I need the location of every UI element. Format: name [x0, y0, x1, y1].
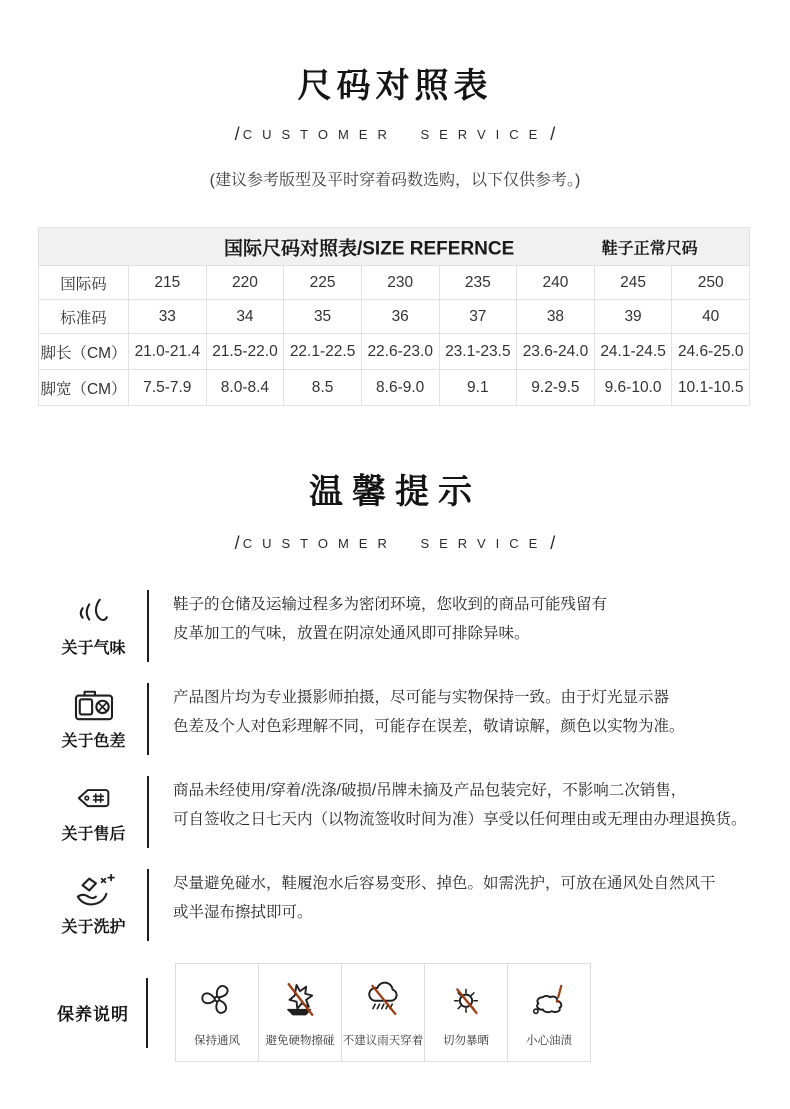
care-section: [40, 963, 591, 1062]
table-cell: 9.6-10.0: [594, 370, 672, 406]
table-row: [39, 300, 750, 334]
table-cell: 8.6-9.0: [361, 370, 439, 406]
care-item-no-rain: [341, 963, 425, 1062]
table-cell: 22.6-23.0: [361, 334, 439, 370]
tip-label: 关于洗护: [61, 919, 126, 936]
table-cell: 37: [439, 300, 517, 334]
tag-icon: [72, 778, 116, 816]
care-icon-boxes: [175, 963, 591, 1062]
tip-left-column: [40, 776, 149, 848]
care-left-column: [40, 978, 148, 1048]
no-rain-icon: [362, 978, 404, 1025]
tips-title: 温馨提示: [309, 473, 481, 511]
slash-decor-right: /: [550, 533, 556, 553]
tip-after-sales: [40, 776, 747, 848]
smell-icon: [72, 592, 116, 630]
table-cell: 38: [517, 300, 595, 334]
table-row: [39, 266, 750, 300]
size-advice-note: (建议参考版型及平时穿着码数选购，以下仅供参考。): [209, 172, 581, 189]
table-cell: 8.0-8.4: [206, 370, 284, 406]
tip-label: 关于气味: [61, 640, 126, 657]
table-cell: 35: [284, 300, 362, 334]
tip-text: [149, 869, 716, 941]
tip-left-column: [40, 590, 149, 662]
tip-label: 关于售后: [61, 826, 126, 843]
tip-text-line: 鞋子的仓储及运输过程多为密闭环境，您收到的商品可能残留有: [173, 596, 608, 613]
tip-text-line: 商品未经使用/穿着/洗涤/破损/吊牌未摘及产品包装完好，不影响二次销售，: [173, 782, 687, 799]
tip-color-difference: [40, 683, 747, 755]
table-cell: 240: [517, 266, 595, 300]
table-row: [39, 334, 750, 370]
no-sun-icon: [445, 978, 487, 1025]
oil-stain-icon: [528, 978, 570, 1025]
table-cell: 36: [361, 300, 439, 334]
slash-decor-right: /: [550, 124, 556, 144]
tip-text: [149, 683, 685, 755]
customer-service-text: CUSTOMER SERVICE: [242, 127, 548, 142]
row-label: 标准码: [39, 300, 129, 334]
slash-decor-left: /: [234, 533, 240, 553]
table-cell: 245: [594, 266, 672, 300]
tip-text: [149, 776, 747, 848]
table-cell: 7.5-7.9: [129, 370, 207, 406]
row-label: 脚长（CM）: [39, 334, 129, 370]
tip-label: 关于色差: [61, 733, 126, 750]
customer-service-subtitle: [0, 124, 790, 145]
table-cell: 39: [594, 300, 672, 334]
tip-text-line: 产品图片均为专业摄影师拍摄，尽可能与实物保持一致。由于灯光显示器: [173, 689, 670, 706]
care-section-label: 保养说明: [57, 1005, 129, 1024]
care-item-no-sun: [424, 963, 508, 1062]
table-cell: 34: [206, 300, 284, 334]
table-cell: 225: [284, 266, 362, 300]
table-cell: 215: [129, 266, 207, 300]
table-cell: 9.2-9.5: [517, 370, 595, 406]
table-cell: 40: [672, 300, 750, 334]
table-cell: 21.5-22.0: [206, 334, 284, 370]
fan-icon: [196, 978, 238, 1025]
table-cell: 24.6-25.0: [672, 334, 750, 370]
row-label: 脚宽（CM）: [39, 370, 129, 406]
tip-left-column: [40, 869, 149, 941]
table-cell: 21.0-21.4: [129, 334, 207, 370]
table-cell: 33: [129, 300, 207, 334]
table-cell: 9.1: [439, 370, 517, 406]
tip-text-line: 皮革加工的气味，放置在阴凉处通风即可排除异味。: [173, 625, 530, 642]
tip-smell: [40, 590, 747, 662]
size-reference-table: [38, 227, 750, 406]
table-cell: 250: [672, 266, 750, 300]
tips-list: [40, 590, 747, 962]
customer-service-subtitle: [0, 533, 790, 554]
table-row: [39, 370, 750, 406]
tip-text: [149, 590, 607, 662]
care-item-no-hard-objects: [258, 963, 342, 1062]
size-chart-title: 尺码对照表: [297, 67, 493, 105]
row-label: 国际码: [39, 266, 129, 300]
care-item-label: 避免硬物擦碰: [265, 1034, 335, 1047]
hand-wash-icon: [72, 871, 116, 909]
tip-washing-care: [40, 869, 747, 941]
table-cell: 220: [206, 266, 284, 300]
care-item-label: 小心油渍: [526, 1034, 572, 1047]
slash-decor-left: /: [234, 124, 240, 144]
camera-icon: [72, 685, 116, 723]
care-item-label: 不建议雨天穿着: [342, 1034, 424, 1047]
care-item-oil-stain: [507, 963, 591, 1062]
table-cell: 10.1-10.5: [672, 370, 750, 406]
table-cell: 23.1-23.5: [439, 334, 517, 370]
no-hard-object-icon: [279, 978, 321, 1025]
tip-left-column: [40, 683, 149, 755]
care-item-label: 切勿暴晒: [443, 1034, 489, 1047]
tip-text-line: 可自签收之日七天内（以物流签收时间为准）享受以任何理由或无理由办理退换货。: [173, 811, 747, 828]
table-cell: 230: [361, 266, 439, 300]
table-header-row: [39, 228, 750, 266]
care-item-ventilation: [175, 963, 259, 1062]
table-header-right: 鞋子正常尺码: [601, 240, 698, 257]
customer-service-text: CUSTOMER SERVICE: [242, 536, 548, 551]
care-item-label: 保持通风: [194, 1034, 240, 1047]
table-cell: 23.6-24.0: [517, 334, 595, 370]
tip-text-line: 或半湿布擦拭即可。: [173, 904, 313, 921]
tip-text-line: 色差及个人对色彩理解不同，可能存在误差，敬请谅解，颜色以实物为准。: [173, 718, 685, 735]
table-cell: 22.1-22.5: [284, 334, 362, 370]
table-cell: 24.1-24.5: [594, 334, 672, 370]
tip-text-line: 尽量避免碰水，鞋履泡水后容易变形、掉色。如需洗护，可放在通风处自然风干: [173, 875, 716, 892]
table-header-left: 国际尺码对照表/SIZE REFERNCE: [223, 238, 515, 259]
table-cell: 8.5: [284, 370, 362, 406]
table-cell: 235: [439, 266, 517, 300]
